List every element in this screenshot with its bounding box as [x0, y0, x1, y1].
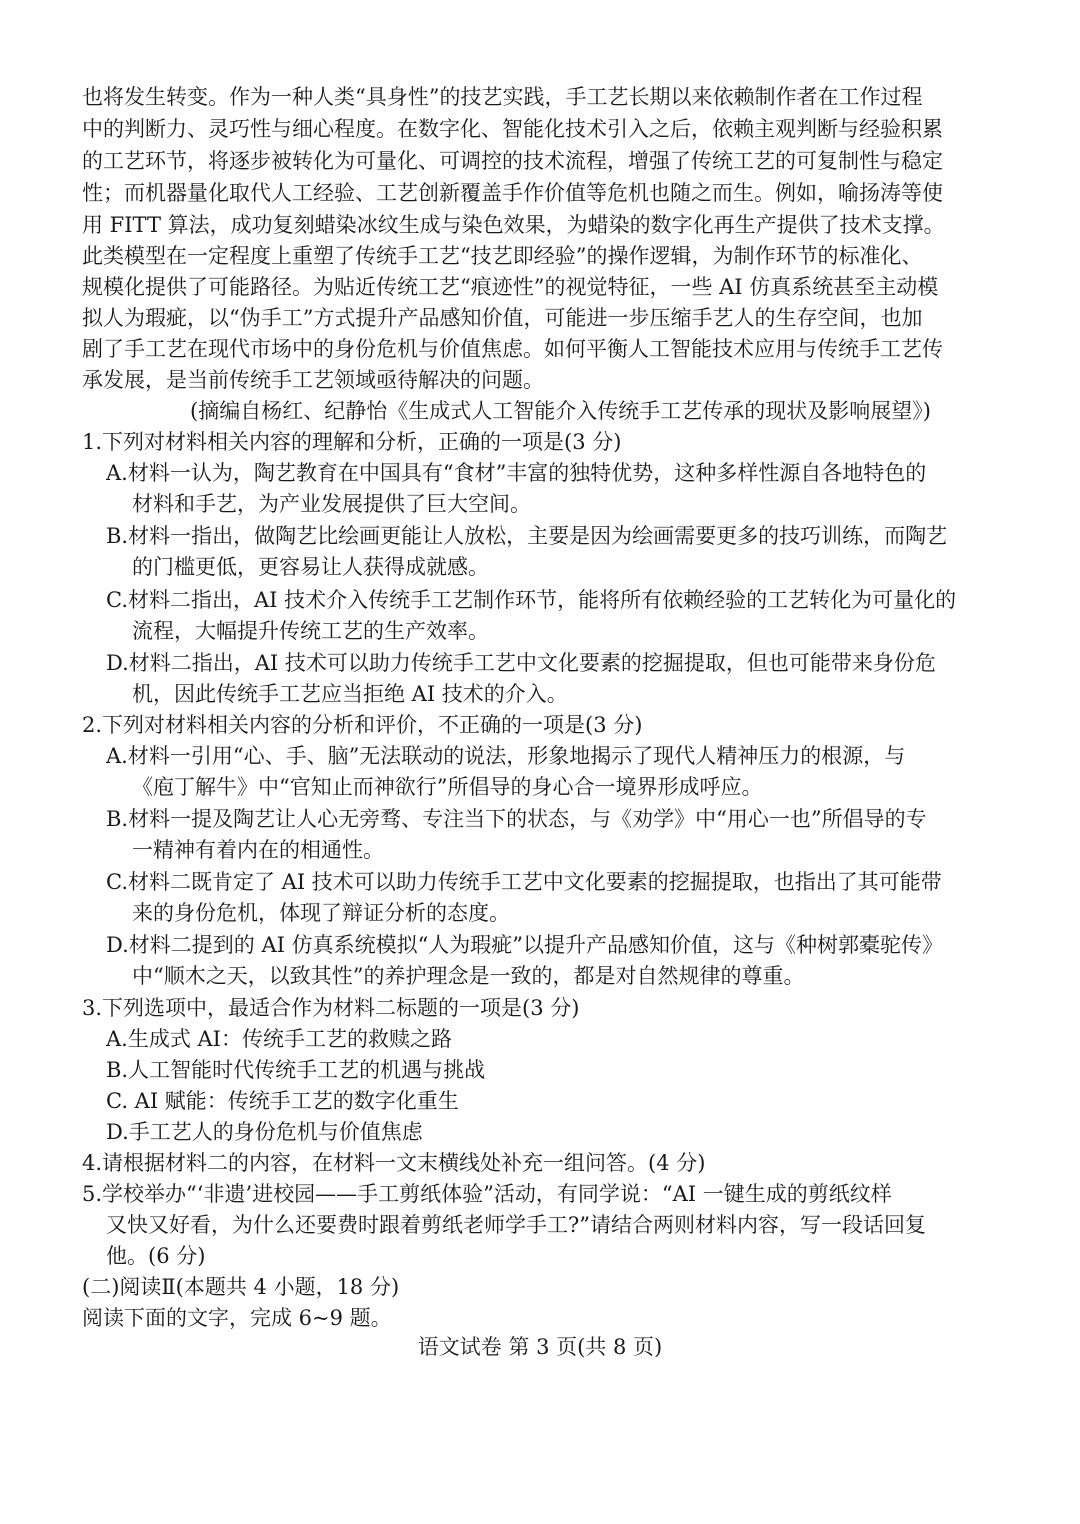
q3-option-a: A.生成式 AI：传统手工艺的救赎之路: [106, 1027, 452, 1051]
passage-line: 剧了手工艺在现代市场中的身份危机与价值焦虑。如何平衡人工智能技术应用与传统手工艺传: [82, 337, 943, 361]
q2-option-b: B.材料一提及陶艺让人心无旁骛、专注当下的状态，与《劝学》中“用心一也”所倡导的专: [106, 807, 927, 831]
question-5-cont: 他。(6 分): [106, 1244, 206, 1268]
q1-option-a: A.材料一认为，陶艺教育在中国具有“食材”丰富的独特优势，这种多样性源自各地特色的: [106, 461, 927, 485]
passage-line: 的工艺环节，将逐步被转化为可量化、可调控的技术流程，增强了传统工艺的可复制性与稳定: [82, 149, 943, 173]
q2-option-c: C.材料二既肯定了 AI 技术可以助力传统手工艺中文化要素的挖掘提取，也指出了其可能带: [106, 870, 942, 894]
question-5-stem: 5.学校举办“‘非遗’进校园——手工剪纸体验”活动，有同学说：“AI 一键生成的剪纸纹样: [82, 1182, 892, 1206]
q2-option-a: A.材料一引用“心、手、脑”无法联动的说法，形象地揭示了现代人精神压力的根源，与: [106, 744, 906, 768]
passage-line: 也将发生转变。作为一种人类“具身性”的技艺实践，手工艺长期以来依赖制作者在工作过程: [82, 85, 923, 109]
q2-option-d-cont: 中“顺木之天，以致其性”的养护理念是一致的，都是对自然规律的尊重。: [132, 964, 805, 988]
question-2-stem: 2.下列对材料相关内容的分析和评价，不正确的一项是(3 分): [82, 713, 643, 737]
q3-option-c: C. AI 赋能：传统手工艺的数字化重生: [106, 1089, 459, 1113]
q1-option-d: D.材料二指出，AI 技术可以助力传统手工艺中文化要素的挖掘提取，但也可能带来身份危: [106, 651, 936, 675]
page-footer: 语文试卷 第 3 页(共 8 页): [417, 1335, 663, 1359]
question-1-stem: 1.下列对材料相关内容的理解和分析，正确的一项是(3 分): [82, 430, 622, 454]
question-3-stem: 3.下列选项中，最适合作为材料二标题的一项是(3 分): [82, 996, 580, 1020]
q3-option-d: D.手工艺人的身份危机与价值焦虑: [106, 1120, 423, 1144]
question-4-stem: 4.请根据材料二的内容，在材料一文末横线处补充一组问答。(4 分): [82, 1151, 706, 1175]
passage-line: 承发展，是当前传统手工艺领域亟待解决的问题。: [82, 368, 544, 392]
q1-option-a-cont: 材料和手艺，为产业发展提供了巨大空间。: [132, 492, 531, 516]
q2-option-b-cont: 一精神有着内在的相通性。: [132, 838, 384, 862]
question-5-cont: 又快又好看，为什么还要费时跟着剪纸老师学手工?”请结合两则材料内容，写一段话回复: [106, 1213, 926, 1237]
q1-option-b-cont: 的门槛更低，更容易让人获得成就感。: [132, 555, 489, 579]
q1-option-c-cont: 流程，大幅提升传统工艺的生产效率。: [132, 619, 489, 643]
q3-option-b: B.人工智能时代传统手工艺的机遇与挑战: [106, 1058, 486, 1082]
q1-option-c: C.材料二指出，AI 技术介入传统手工艺制作环节，能将所有依赖经验的工艺转化为可量化的: [106, 588, 957, 612]
section-2-title: (二)阅读Ⅱ(本题共 4 小题，18 分): [82, 1275, 400, 1299]
q2-option-c-cont: 来的身份危机，体现了辩证分析的态度。: [132, 901, 510, 925]
passage-line: 规模化提供了可能路径。为贴近传统工艺“痕迹性”的视觉特征，一些 AI 仿真系统甚至主动模: [82, 275, 939, 299]
passage-line: 中的判断力、灵巧性与细心程度。在数字化、智能化技术引入之后，依赖主观判断与经验积累: [82, 117, 943, 141]
section-2-instruction: 阅读下面的文字，完成 6~9 题。: [82, 1306, 392, 1330]
passage-line: 性；而机器量化取代人工经验、工艺创新覆盖手作价值等危机也随之而生。例如，喻扬涛等使: [82, 181, 943, 205]
q1-option-b: B.材料一指出，做陶艺比绘画更能让人放松，主要是因为绘画需要更多的技巧训练，而陶艺: [106, 524, 948, 548]
passage-line: 此类模型在一定程度上重塑了传统手工艺“技艺即经验”的操作逻辑，为制作环节的标准化、: [82, 244, 923, 268]
q1-option-d-cont: 机，因此传统手工艺应当拒绝 AI 技术的介入。: [132, 682, 568, 706]
passage-line: 拟人为瑕疵，以“伪手工”方式提升产品感知价值，可能进一步压缩手艺人的生存空间，也加: [82, 306, 923, 330]
passage-source: (摘编自杨红、纪静怡《生成式人工智能介入传统手工艺传承的现状及影响展望》): [190, 399, 931, 423]
passage-line: 用 FITT 算法，成功复刻蜡染冰纹生成与染色效果，为蜡染的数字化再生产提供了技术支撑。: [82, 213, 945, 237]
q2-option-a-cont: 《庖丁解牛》中“官知止而神欲行”所倡导的身心合一境界形成呼应。: [132, 775, 763, 799]
q2-option-d: D.材料二提到的 AI 仿真系统模拟“人为瑕疵”以提升产品感知价值，这与《种树郭橐驼传》: [106, 933, 944, 957]
